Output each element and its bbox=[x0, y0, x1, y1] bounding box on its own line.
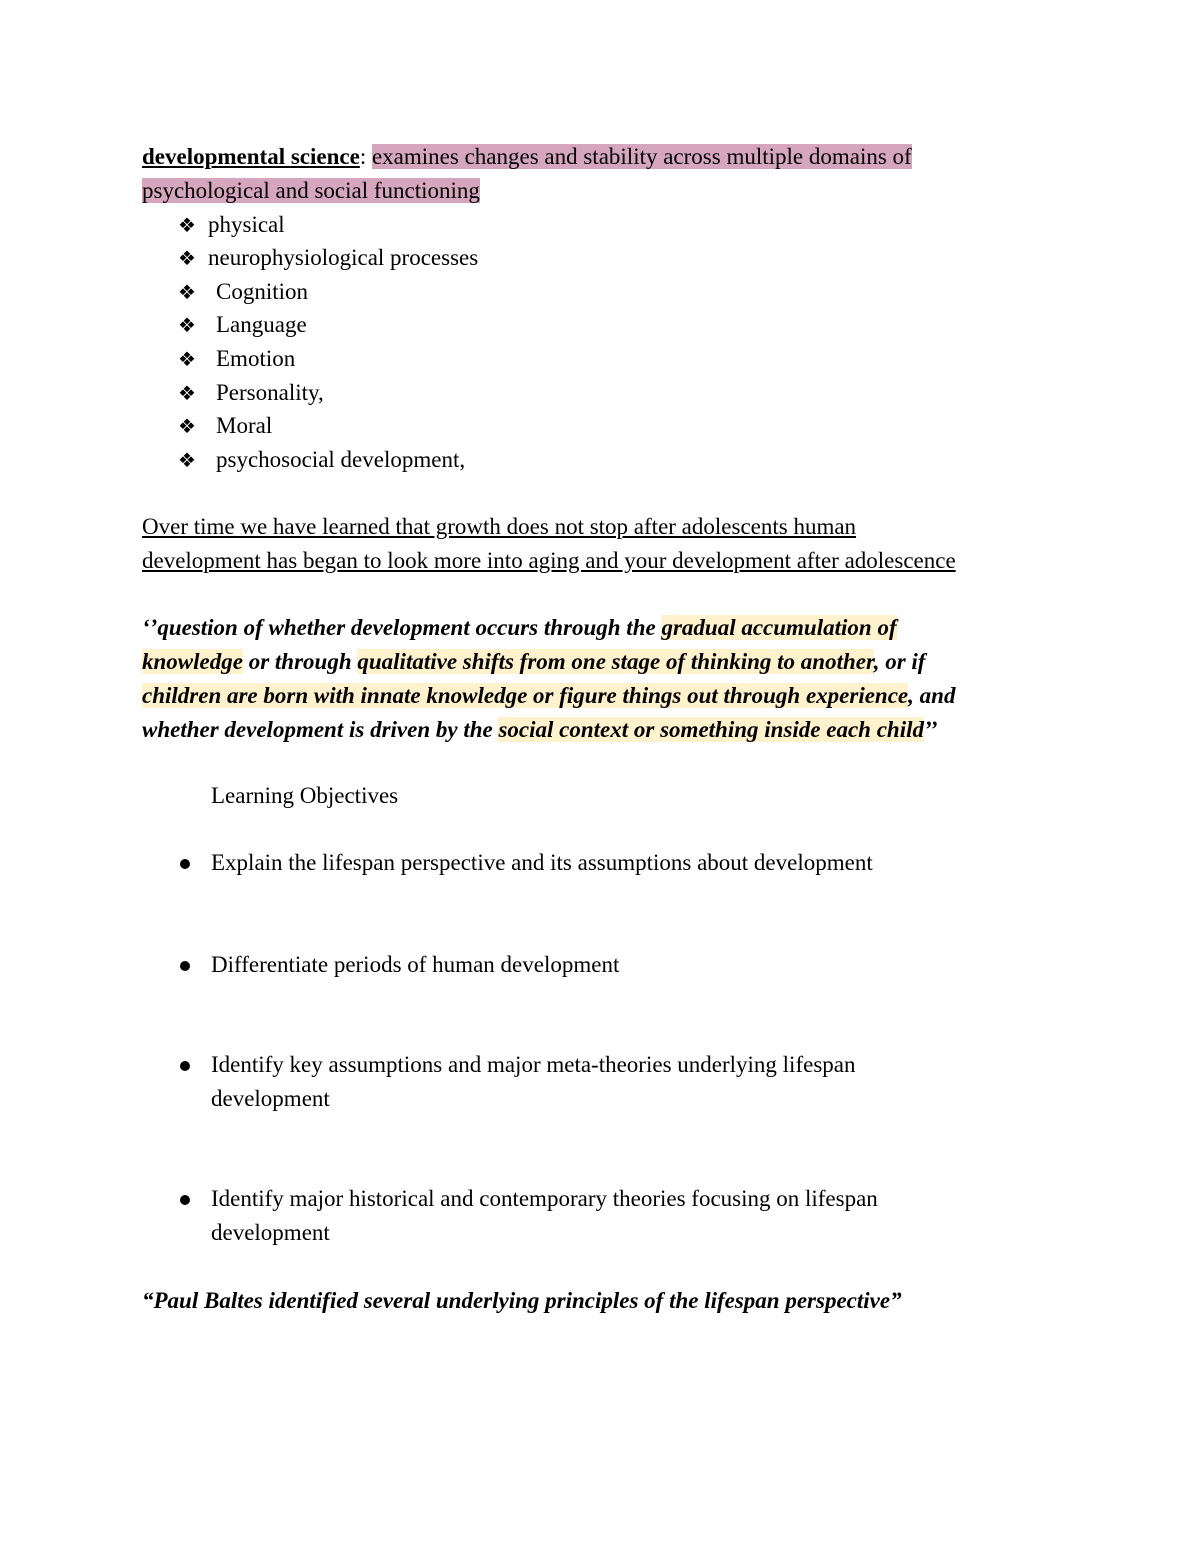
domain-item-label: physical bbox=[208, 212, 285, 237]
definition-line-1 bbox=[142, 140, 912, 174]
quote-highlight: gradual accumulation of bbox=[661, 615, 897, 640]
quote-line-1 bbox=[142, 611, 897, 645]
domain-item-label: Language bbox=[216, 312, 307, 337]
diamond-bullet-icon: ❖ bbox=[178, 448, 196, 472]
diamond-bullet-icon: ❖ bbox=[178, 313, 196, 337]
bullet-dot-icon bbox=[180, 961, 190, 971]
domain-item-label: neurophysiological processes bbox=[208, 245, 479, 270]
objective-text: Identify key assumptions and major meta-theories underlying lifespan development bbox=[211, 1052, 856, 1111]
domain-item-label: Emotion bbox=[216, 346, 296, 371]
definition-colon: : bbox=[359, 144, 367, 169]
diamond-bullet-icon: ❖ bbox=[178, 414, 196, 438]
bullet-dot-icon bbox=[180, 1195, 190, 1205]
domain-item bbox=[178, 241, 478, 275]
growth-note-line-2: development has began to look more into aging and your development after adolescence bbox=[142, 548, 956, 573]
objectives-heading: Learning Objectives bbox=[211, 783, 399, 808]
objective-text: Differentiate periods of human development bbox=[211, 952, 620, 977]
definition-term: developmental science bbox=[142, 144, 360, 169]
diamond-bullet-icon: ❖ bbox=[178, 381, 196, 405]
objective-text: Identify major historical and contemporary theories focusing on lifespan development bbox=[211, 1186, 878, 1245]
quote-highlight: social context or something inside each child bbox=[498, 717, 924, 742]
definition-line-2 bbox=[142, 174, 480, 208]
quote-text: or through bbox=[242, 649, 358, 674]
closing-quote: “Paul Baltes identified several underlying principles of the lifespan perspective” bbox=[142, 1288, 902, 1313]
quote-text: ’’ bbox=[923, 717, 938, 742]
domain-item-label: Moral bbox=[216, 413, 273, 438]
domain-item-label: Cognition bbox=[216, 279, 309, 304]
diamond-bullet-icon: ❖ bbox=[178, 246, 196, 270]
quote-highlight: qualitative shifts from one stage of thinking to another bbox=[357, 649, 874, 674]
bullet-dot-icon bbox=[180, 859, 190, 869]
definition-text-part1: examines changes and stability across multiple domains of bbox=[371, 144, 912, 169]
domain-item bbox=[178, 443, 465, 477]
definition-text-part2: psychological and social functioning bbox=[142, 178, 480, 203]
quote-line-3 bbox=[142, 679, 955, 713]
quote-text: , and bbox=[908, 683, 956, 708]
domain-item bbox=[178, 275, 308, 309]
quote-text: , or if bbox=[873, 649, 926, 674]
domain-item bbox=[178, 376, 324, 410]
quote-line-4 bbox=[142, 713, 938, 747]
diamond-bullet-icon: ❖ bbox=[178, 347, 196, 371]
domain-item bbox=[178, 208, 285, 242]
growth-note-line-1: Over time we have learned that growth does not stop after adolescents human bbox=[142, 514, 857, 539]
domain-item bbox=[178, 308, 307, 342]
quote-line-2 bbox=[142, 645, 925, 679]
quote-highlight: children are born with innate knowledge or figure things out through experience bbox=[142, 683, 909, 708]
diamond-bullet-icon: ❖ bbox=[178, 213, 196, 237]
domain-item bbox=[178, 409, 272, 443]
objective-text: Explain the lifespan perspective and its assumptions about development bbox=[211, 850, 873, 875]
domain-item bbox=[178, 342, 295, 376]
quote-text: whether development is driven by the bbox=[142, 717, 499, 742]
bullet-dot-icon bbox=[180, 1061, 190, 1071]
diamond-bullet-icon: ❖ bbox=[178, 280, 196, 304]
domain-item-label: Personality, bbox=[216, 380, 324, 405]
domain-item-label: psychosocial development, bbox=[216, 447, 466, 472]
quote-text: ‘’question of whether development occurs through the bbox=[142, 615, 662, 640]
quote-highlight: knowledge bbox=[142, 649, 243, 674]
